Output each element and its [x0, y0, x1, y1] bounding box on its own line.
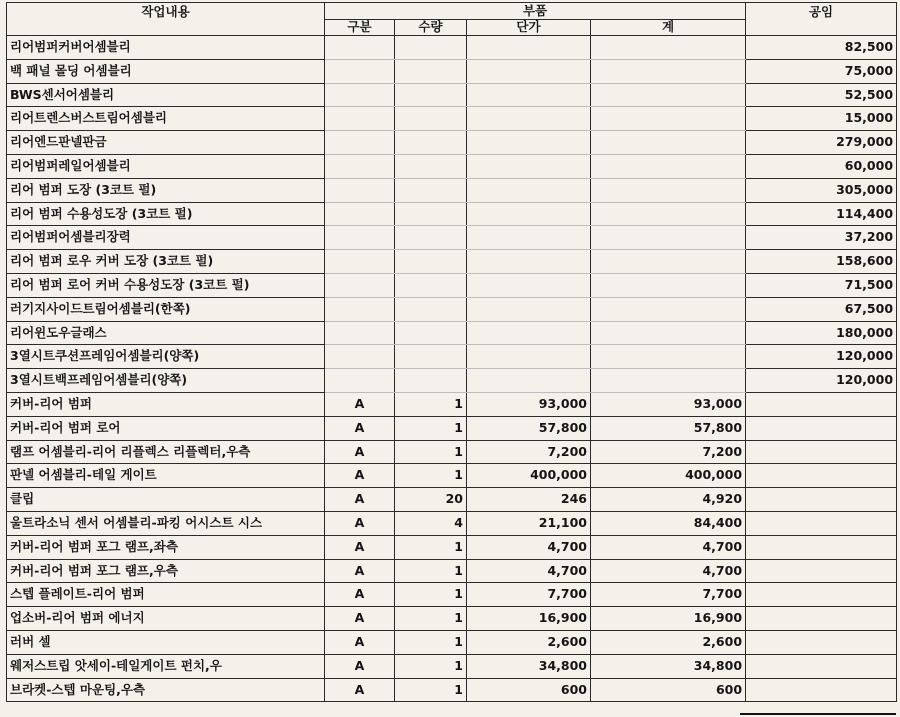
table-row: [7, 202, 897, 226]
task-cell: 리어트렌스버스트림어셈블리: [7, 107, 325, 131]
quantity-cell: 4: [395, 511, 467, 535]
task-cell: 리어 범퍼 수용성도장 (3코트 펄): [7, 202, 325, 226]
quantity-cell: [395, 107, 467, 131]
unit-price-cell: 21,100: [467, 511, 591, 535]
quantity-cell: 1: [395, 678, 467, 702]
table-row: [7, 440, 897, 464]
quantity-cell: [395, 273, 467, 297]
labor-cell: 60,000: [746, 154, 897, 178]
total-cell: 600: [591, 678, 746, 702]
category-cell: A: [325, 416, 395, 440]
category-cell: [325, 154, 395, 178]
total-cell: 84,400: [591, 511, 746, 535]
total-cell: [591, 83, 746, 107]
quantity-cell: [395, 345, 467, 369]
category-cell: A: [325, 607, 395, 631]
quantity-cell: 1: [395, 440, 467, 464]
header-quantity: 수량: [395, 19, 467, 36]
header-row-top: [7, 3, 897, 20]
task-cell: BWS센서어셈블리: [7, 83, 325, 107]
quantity-cell: [395, 202, 467, 226]
unit-price-cell: [467, 107, 591, 131]
labor-cell: 71,500: [746, 273, 897, 297]
labor-cell: [746, 630, 897, 654]
total-cell: [591, 154, 746, 178]
table-row: [7, 226, 897, 250]
table-row: [7, 321, 897, 345]
total-cell: 93,000: [591, 392, 746, 416]
category-cell: [325, 202, 395, 226]
labor-cell: [746, 440, 897, 464]
table-row: [7, 416, 897, 440]
quantity-cell: 1: [395, 559, 467, 583]
unit-price-cell: [467, 36, 591, 60]
quantity-cell: [395, 250, 467, 274]
table-row: [7, 273, 897, 297]
total-cell: 16,900: [591, 607, 746, 631]
category-cell: A: [325, 559, 395, 583]
unit-price-cell: 7,700: [467, 583, 591, 607]
category-cell: [325, 178, 395, 202]
task-cell: 리어 범퍼 로우 커버 도장 (3코트 펄): [7, 250, 325, 274]
task-cell: 러기지사이드트림어셈블리(한쪽): [7, 297, 325, 321]
unit-price-cell: [467, 369, 591, 393]
unit-price-cell: [467, 178, 591, 202]
table-row: [7, 369, 897, 393]
quantity-cell: [395, 226, 467, 250]
header-labor: 공임: [746, 3, 897, 36]
quantity-cell: 1: [395, 607, 467, 631]
total-cell: [591, 345, 746, 369]
task-cell: 커버-리어 범퍼 포그 램프,좌측: [7, 535, 325, 559]
total-cell: [591, 250, 746, 274]
unit-price-cell: [467, 131, 591, 155]
labor-rows: [7, 36, 897, 393]
category-cell: [325, 273, 395, 297]
category-cell: A: [325, 488, 395, 512]
table-row: [7, 678, 897, 702]
category-cell: A: [325, 535, 395, 559]
table-row: [7, 107, 897, 131]
quantity-cell: 1: [395, 654, 467, 678]
total-cell: 4,700: [591, 559, 746, 583]
category-cell: [325, 321, 395, 345]
total-cell: 57,800: [591, 416, 746, 440]
header-total: 계: [591, 19, 746, 36]
labor-cell: [746, 416, 897, 440]
unit-price-cell: [467, 226, 591, 250]
category-cell: A: [325, 678, 395, 702]
quantity-cell: 1: [395, 416, 467, 440]
quantity-cell: 1: [395, 630, 467, 654]
task-cell: 램프 어셈블리-리어 리플렉스 리플렉터,우측: [7, 440, 325, 464]
table-row: [7, 464, 897, 488]
labor-cell: 15,000: [746, 107, 897, 131]
repair-estimate-table: [6, 2, 897, 702]
unit-price-cell: 16,900: [467, 607, 591, 631]
task-cell: 리어 범퍼 도장 (3코트 펄): [7, 178, 325, 202]
header-task: 작업내용: [7, 3, 325, 36]
total-cell: 400,000: [591, 464, 746, 488]
table-row: [7, 154, 897, 178]
unit-price-cell: 600: [467, 678, 591, 702]
labor-cell: 52,500: [746, 83, 897, 107]
unit-price-cell: [467, 154, 591, 178]
category-cell: [325, 369, 395, 393]
category-cell: A: [325, 392, 395, 416]
quantity-cell: 1: [395, 583, 467, 607]
quantity-cell: [395, 36, 467, 60]
unit-price-cell: 57,800: [467, 416, 591, 440]
labor-cell: 158,600: [746, 250, 897, 274]
labor-cell: [746, 583, 897, 607]
table-row: [7, 630, 897, 654]
unit-price-cell: [467, 345, 591, 369]
unit-price-cell: [467, 250, 591, 274]
table-row: [7, 511, 897, 535]
table-row: [7, 250, 897, 274]
total-cell: [591, 178, 746, 202]
category-cell: A: [325, 583, 395, 607]
quantity-cell: [395, 369, 467, 393]
task-cell: 업소버-리어 범퍼 에너지: [7, 607, 325, 631]
task-cell: 리어윈도우글래스: [7, 321, 325, 345]
table-row: [7, 654, 897, 678]
category-cell: [325, 226, 395, 250]
category-cell: [325, 36, 395, 60]
category-cell: A: [325, 654, 395, 678]
task-cell: 리어엔드판넬판금: [7, 131, 325, 155]
labor-cell: 67,500: [746, 297, 897, 321]
unit-price-cell: [467, 83, 591, 107]
labor-cell: 120,000: [746, 345, 897, 369]
total-cell: [591, 202, 746, 226]
labor-cell: [746, 607, 897, 631]
unit-price-cell: 34,800: [467, 654, 591, 678]
total-cell: [591, 273, 746, 297]
category-cell: [325, 131, 395, 155]
quantity-cell: [395, 59, 467, 83]
category-cell: [325, 107, 395, 131]
quantity-cell: [395, 297, 467, 321]
table-row: [7, 392, 897, 416]
unit-price-cell: [467, 273, 591, 297]
task-cell: 스텝 플레이트-리어 범퍼: [7, 583, 325, 607]
labor-cell: [746, 559, 897, 583]
header-category: 구분: [325, 19, 395, 36]
table-row: [7, 178, 897, 202]
unit-price-cell: 7,200: [467, 440, 591, 464]
category-cell: A: [325, 440, 395, 464]
total-cell: 7,700: [591, 583, 746, 607]
quantity-cell: [395, 131, 467, 155]
header-parts: 부품: [325, 3, 746, 20]
labor-cell: [746, 511, 897, 535]
table-row: [7, 83, 897, 107]
unit-price-cell: 246: [467, 488, 591, 512]
task-cell: 리어범퍼어셈블리장력: [7, 226, 325, 250]
labor-cell: 75,000: [746, 59, 897, 83]
table-row: [7, 607, 897, 631]
category-cell: [325, 297, 395, 321]
total-cell: [591, 107, 746, 131]
table-row: [7, 583, 897, 607]
total-cell: 2,600: [591, 630, 746, 654]
table-row: [7, 345, 897, 369]
labor-cell: [746, 488, 897, 512]
quantity-cell: 1: [395, 464, 467, 488]
category-cell: A: [325, 630, 395, 654]
quantity-cell: [395, 178, 467, 202]
unit-price-cell: 93,000: [467, 392, 591, 416]
quantity-cell: 20: [395, 488, 467, 512]
total-cell: 4,920: [591, 488, 746, 512]
category-cell: [325, 83, 395, 107]
category-cell: [325, 59, 395, 83]
task-cell: 러버 셀: [7, 630, 325, 654]
category-cell: [325, 250, 395, 274]
table-row: [7, 559, 897, 583]
total-cell: [591, 59, 746, 83]
unit-price-cell: [467, 59, 591, 83]
labor-cell: [746, 678, 897, 702]
task-cell: 리어범퍼커버어셈블리: [7, 36, 325, 60]
parts-rows: [7, 392, 897, 701]
table-row: [7, 36, 897, 60]
category-cell: A: [325, 511, 395, 535]
labor-cell: 82,500: [746, 36, 897, 60]
unit-price-cell: 400,000: [467, 464, 591, 488]
total-cell: 34,800: [591, 654, 746, 678]
category-cell: A: [325, 464, 395, 488]
quantity-cell: [395, 321, 467, 345]
table-row: [7, 488, 897, 512]
table-row: [7, 131, 897, 155]
labor-cell: [746, 535, 897, 559]
task-cell: 커버-리어 범퍼: [7, 392, 325, 416]
labor-cell: 180,000: [746, 321, 897, 345]
bottom-rule: [740, 713, 896, 715]
labor-cell: 305,000: [746, 178, 897, 202]
total-cell: 4,700: [591, 535, 746, 559]
unit-price-cell: [467, 297, 591, 321]
task-cell: 커버-리어 범퍼 로어: [7, 416, 325, 440]
task-cell: 커버-리어 범퍼 포그 램프,우측: [7, 559, 325, 583]
labor-cell: 37,200: [746, 226, 897, 250]
total-cell: [591, 321, 746, 345]
task-cell: 리어 범퍼 로어 커버 수용성도장 (3코트 펄): [7, 273, 325, 297]
quantity-cell: [395, 83, 467, 107]
total-cell: [591, 369, 746, 393]
task-cell: 백 패널 몰딩 어셈블리: [7, 59, 325, 83]
labor-cell: 114,400: [746, 202, 897, 226]
unit-price-cell: [467, 202, 591, 226]
table-row: [7, 535, 897, 559]
unit-price-cell: 4,700: [467, 559, 591, 583]
unit-price-cell: [467, 321, 591, 345]
task-cell: 3열시트백프레임어셈블리(양쪽): [7, 369, 325, 393]
labor-cell: 120,000: [746, 369, 897, 393]
labor-cell: [746, 654, 897, 678]
total-cell: [591, 226, 746, 250]
total-cell: [591, 297, 746, 321]
task-cell: 리어범퍼레일어셈블리: [7, 154, 325, 178]
task-cell: 3열시트쿠션프레임어셈블리(양쪽): [7, 345, 325, 369]
task-cell: 브라켓-스텝 마운팅,우측: [7, 678, 325, 702]
total-cell: 7,200: [591, 440, 746, 464]
labor-cell: [746, 392, 897, 416]
labor-cell: 279,000: [746, 131, 897, 155]
quantity-cell: 1: [395, 392, 467, 416]
total-cell: [591, 36, 746, 60]
unit-price-cell: 2,600: [467, 630, 591, 654]
task-cell: 판넬 어셈블리-테일 게이트: [7, 464, 325, 488]
table-row: [7, 297, 897, 321]
category-cell: [325, 345, 395, 369]
task-cell: 웨저스트립 앗세이-테일게이트 펀치,우: [7, 654, 325, 678]
quantity-cell: [395, 154, 467, 178]
task-cell: 클립: [7, 488, 325, 512]
quantity-cell: 1: [395, 535, 467, 559]
labor-cell: [746, 464, 897, 488]
task-cell: 울트라소닉 센서 어셈블리-파킹 어시스트 시스: [7, 511, 325, 535]
total-cell: [591, 131, 746, 155]
unit-price-cell: 4,700: [467, 535, 591, 559]
header-unit-price: 단가: [467, 19, 591, 36]
table-row: [7, 59, 897, 83]
